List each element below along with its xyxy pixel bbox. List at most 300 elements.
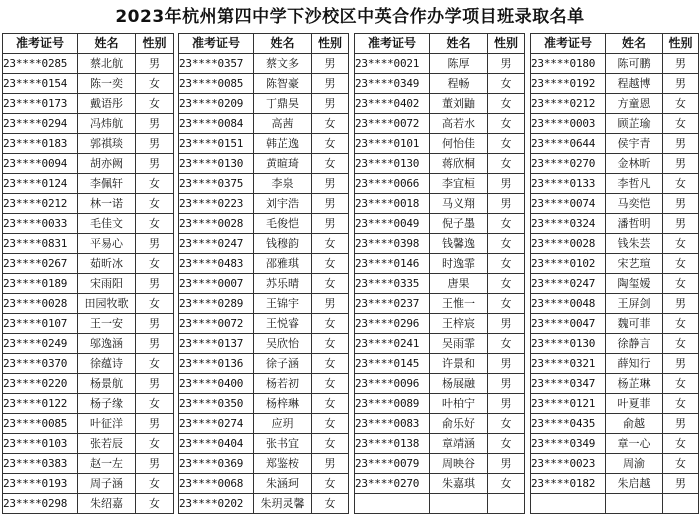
exam-number: 23****0182 [531, 474, 606, 494]
student-name: 叶柏宁 [430, 394, 488, 414]
exam-number: 23****0130 [355, 154, 430, 174]
table-row [355, 394, 525, 414]
student-name: 邬逸涵 [78, 334, 136, 354]
student-name: 戴语彤 [78, 94, 136, 114]
exam-number: 23****0370 [3, 354, 78, 374]
student-name: 马义翔 [430, 194, 488, 214]
exam-number: 23****0193 [3, 474, 78, 494]
student-name: 胡亦阙 [78, 154, 136, 174]
student-name: 钱朱芸 [606, 234, 663, 254]
id-header: 准考证号 [3, 34, 78, 54]
student-name: 朱绍嘉 [78, 494, 136, 514]
student-name: 章靖涵 [430, 434, 488, 454]
exam-number: 23****0074 [531, 194, 606, 214]
exam-number: 23****0089 [355, 394, 430, 414]
student-sex: 男 [136, 234, 174, 254]
table-row [3, 374, 174, 394]
table-row [3, 414, 174, 434]
student-sex: 女 [312, 314, 349, 334]
student-sex: 女 [312, 414, 349, 434]
table-row [355, 314, 525, 334]
student-sex: 女 [136, 294, 174, 314]
student-sex: 女 [488, 274, 525, 294]
table-row [179, 94, 349, 114]
student-name: 王一安 [78, 314, 136, 334]
exam-number: 23****0084 [179, 114, 254, 134]
table-row [179, 354, 349, 374]
exam-number: 23****0021 [355, 54, 430, 74]
student-name: 李佩轩 [78, 174, 136, 194]
student-name: 章一心 [606, 434, 663, 454]
exam-number: 23****0145 [355, 354, 430, 374]
exam-number: 23****0831 [3, 234, 78, 254]
list-block-4 [530, 33, 699, 514]
id-header: 准考证号 [355, 34, 430, 54]
student-sex: 女 [312, 394, 349, 414]
table-row [3, 114, 174, 134]
student-sex: 男 [488, 374, 525, 394]
table-row [3, 294, 174, 314]
table-row [355, 414, 525, 434]
exam-number: 23****0220 [3, 374, 78, 394]
list-block-2 [178, 33, 349, 514]
student-sex: 女 [312, 354, 349, 374]
student-sex: 女 [136, 214, 174, 234]
empty-row [355, 494, 525, 514]
student-name: 王梓宸 [430, 314, 488, 334]
exam-number: 23****0003 [531, 114, 606, 134]
exam-number: 23****0223 [179, 194, 254, 214]
sex-header: 性别 [136, 34, 174, 54]
exam-number: 23****0023 [531, 454, 606, 474]
table-row [179, 334, 349, 354]
student-sex: 女 [312, 494, 349, 514]
student-name: 朱玥灵馨 [254, 494, 312, 514]
table-row [179, 494, 349, 514]
student-name: 黄暄琦 [254, 154, 312, 174]
student-sex: 女 [663, 274, 699, 294]
student-sex: 女 [488, 234, 525, 254]
name-header: 姓名 [430, 34, 488, 54]
exam-number: 23****0121 [531, 394, 606, 414]
table-row [3, 154, 174, 174]
student-name: 毛佳文 [78, 214, 136, 234]
table-row [179, 114, 349, 134]
exam-number: 23****0294 [3, 114, 78, 134]
student-name: 杨若初 [254, 374, 312, 394]
table-row [355, 474, 525, 494]
student-name: 平易心 [78, 234, 136, 254]
exam-number: 23****0133 [531, 174, 606, 194]
student-name: 吴雨霏 [430, 334, 488, 354]
exam-number: 23****0247 [531, 274, 606, 294]
table-row [531, 174, 699, 194]
student-sex: 女 [312, 234, 349, 254]
exam-number: 23****0321 [531, 354, 606, 374]
student-sex: 男 [663, 74, 699, 94]
student-name: 魏可菲 [606, 314, 663, 334]
page-title: 2023年杭州第四中学下沙校区中英合作办学项目班录取名单 [115, 7, 585, 27]
student-sex: 男 [488, 54, 525, 74]
exam-number: 23****0154 [3, 74, 78, 94]
student-name: 许景和 [430, 354, 488, 374]
exam-number: 23****0137 [179, 334, 254, 354]
student-name: 徐子涵 [254, 354, 312, 374]
sex-header: 性别 [488, 34, 525, 54]
exam-number: 23****0094 [3, 154, 78, 174]
student-name: 邵雅琪 [254, 254, 312, 274]
exam-number: 23****0247 [179, 234, 254, 254]
student-sex: 男 [488, 354, 525, 374]
student-sex: 男 [136, 374, 174, 394]
exam-number: 23****0189 [3, 274, 78, 294]
table-row [355, 254, 525, 274]
table-row [355, 294, 525, 314]
student-name: 吴欣怡 [254, 334, 312, 354]
exam-number: 23****0383 [3, 454, 78, 474]
exam-number: 23****0101 [355, 134, 430, 154]
exam-number: 23****0096 [355, 374, 430, 394]
table-row [179, 134, 349, 154]
table-row [3, 74, 174, 94]
exam-number: 23****0068 [179, 474, 254, 494]
student-sex: 男 [663, 474, 699, 494]
table-row [355, 194, 525, 214]
student-sex: 女 [488, 114, 525, 134]
exam-number: 23****0209 [179, 94, 254, 114]
student-sex: 女 [136, 194, 174, 214]
table-row [531, 294, 699, 314]
exam-number: 23****0249 [3, 334, 78, 354]
student-sex: 男 [312, 294, 349, 314]
exam-number: 23****0350 [179, 394, 254, 414]
student-sex: 男 [136, 154, 174, 174]
student-name: 赵一左 [78, 454, 136, 474]
student-sex: 男 [136, 334, 174, 354]
student-name: 何怡佳 [430, 134, 488, 154]
table-row [3, 494, 174, 514]
exam-number: 23****0102 [531, 254, 606, 274]
exam-number: 23****0018 [355, 194, 430, 214]
student-name: 郭祺琰 [78, 134, 136, 154]
student-sex: 男 [136, 54, 174, 74]
student-name: 杨子缘 [78, 394, 136, 414]
table-row [531, 274, 699, 294]
table-row [531, 214, 699, 234]
exam-number: 23****0085 [3, 414, 78, 434]
student-name: 金林昕 [606, 154, 663, 174]
table-row [355, 374, 525, 394]
student-name: 周子涵 [78, 474, 136, 494]
student-name: 王锦宇 [254, 294, 312, 314]
exam-number: 23****0270 [355, 474, 430, 494]
table-row [3, 134, 174, 154]
table-row [179, 474, 349, 494]
student-sex: 女 [312, 134, 349, 154]
table-row [179, 154, 349, 174]
student-name: 李宜桓 [430, 174, 488, 194]
student-sex: 男 [663, 154, 699, 174]
table-row [3, 234, 174, 254]
student-sex: 女 [136, 394, 174, 414]
student-sex: 男 [663, 354, 699, 374]
student-sex: 女 [488, 134, 525, 154]
table-row [531, 154, 699, 174]
header-row [179, 34, 349, 54]
table-row [531, 394, 699, 414]
sex-header: 性别 [312, 34, 349, 54]
table-row [531, 94, 699, 114]
student-sex: 男 [136, 114, 174, 134]
table-row [355, 114, 525, 134]
empty-cell [606, 494, 663, 514]
exam-number: 23****0028 [531, 234, 606, 254]
student-name: 杨景航 [78, 374, 136, 394]
exam-number: 23****0289 [179, 294, 254, 314]
table-row [3, 214, 174, 234]
exam-number: 23****0083 [355, 414, 430, 434]
student-name: 马奕恺 [606, 194, 663, 214]
student-name: 倪子墨 [430, 214, 488, 234]
student-sex: 男 [488, 314, 525, 334]
list-block-3 [354, 33, 525, 514]
student-name: 时逸霏 [430, 254, 488, 274]
student-sex: 女 [663, 314, 699, 334]
exam-number: 23****0183 [3, 134, 78, 154]
table-row [3, 474, 174, 494]
table-row [179, 394, 349, 414]
student-sex: 男 [663, 134, 699, 154]
exam-number: 23****0404 [179, 434, 254, 454]
sex-header: 性别 [663, 34, 699, 54]
student-sex: 女 [136, 94, 174, 114]
table-row [3, 434, 174, 454]
student-name: 顾芷瑜 [606, 114, 663, 134]
student-sex: 女 [488, 434, 525, 454]
student-sex: 女 [312, 434, 349, 454]
table-row [179, 294, 349, 314]
student-sex: 女 [312, 474, 349, 494]
table-row [355, 274, 525, 294]
student-name: 王悦睿 [254, 314, 312, 334]
student-name: 叶夏菲 [606, 394, 663, 414]
student-name: 李哲凡 [606, 174, 663, 194]
student-sex: 男 [488, 394, 525, 414]
table-row [179, 374, 349, 394]
student-sex: 女 [663, 374, 699, 394]
student-sex: 男 [488, 194, 525, 214]
table-row [531, 474, 699, 494]
exam-number: 23****0103 [3, 434, 78, 454]
student-sex: 女 [136, 254, 174, 274]
student-sex: 男 [312, 54, 349, 74]
student-sex: 女 [312, 154, 349, 174]
table-row [3, 254, 174, 274]
exam-number: 23****0347 [531, 374, 606, 394]
table-row [355, 74, 525, 94]
student-name: 郑鉴桉 [254, 454, 312, 474]
student-name: 毛俊恺 [254, 214, 312, 234]
empty-row [531, 494, 699, 514]
exam-number: 23****0192 [531, 74, 606, 94]
student-name: 方童恩 [606, 94, 663, 114]
student-sex: 女 [136, 354, 174, 374]
student-sex: 男 [312, 74, 349, 94]
student-sex: 女 [663, 94, 699, 114]
table-row [531, 374, 699, 394]
student-name: 应玥 [254, 414, 312, 434]
table-row [531, 114, 699, 134]
exam-number: 23****0085 [179, 74, 254, 94]
table-row [355, 174, 525, 194]
student-sex: 女 [488, 154, 525, 174]
table-row [3, 454, 174, 474]
table-row [531, 254, 699, 274]
exam-number: 23****0130 [179, 154, 254, 174]
student-sex: 男 [136, 134, 174, 154]
exam-number: 23****0146 [355, 254, 430, 274]
exam-number: 23****0072 [355, 114, 430, 134]
exam-number: 23****0173 [3, 94, 78, 114]
student-name: 陈智豪 [254, 74, 312, 94]
student-sex: 男 [488, 454, 525, 474]
exam-number: 23****0033 [3, 214, 78, 234]
student-sex: 女 [136, 494, 174, 514]
exam-number: 23****0241 [355, 334, 430, 354]
student-name: 宋雨阳 [78, 274, 136, 294]
table-row [179, 194, 349, 214]
table-row [355, 234, 525, 254]
table-row [179, 214, 349, 234]
student-name: 钱穆韵 [254, 234, 312, 254]
table-row [531, 74, 699, 94]
exam-number: 23****0072 [179, 314, 254, 334]
student-sex: 女 [488, 334, 525, 354]
exam-number: 23****0107 [3, 314, 78, 334]
table-row [531, 194, 699, 214]
exam-number: 23****0324 [531, 214, 606, 234]
exam-number: 23****0202 [179, 494, 254, 514]
exam-number: 23****0296 [355, 314, 430, 334]
exam-number: 23****0375 [179, 174, 254, 194]
student-name: 张若辰 [78, 434, 136, 454]
table-row [3, 394, 174, 414]
student-sex: 女 [136, 434, 174, 454]
table-row [179, 454, 349, 474]
student-name: 陈一奕 [78, 74, 136, 94]
table-row [531, 234, 699, 254]
exam-number: 23****0028 [3, 294, 78, 314]
student-name: 朱嘉琪 [430, 474, 488, 494]
student-name: 宋艺瑄 [606, 254, 663, 274]
header-row [531, 34, 699, 54]
table-row [531, 54, 699, 74]
empty-cell [430, 494, 488, 514]
table-row [355, 214, 525, 234]
table-row [179, 74, 349, 94]
student-sex: 男 [663, 194, 699, 214]
student-name: 朱启越 [606, 474, 663, 494]
table-row [531, 454, 699, 474]
table-row [179, 234, 349, 254]
table-row [3, 314, 174, 334]
student-sex: 男 [136, 314, 174, 334]
table-row [3, 94, 174, 114]
id-header: 准考证号 [179, 34, 254, 54]
student-name: 钱馨逸 [430, 234, 488, 254]
student-name: 程越博 [606, 74, 663, 94]
exam-number: 23****0007 [179, 274, 254, 294]
student-name: 徐蕴诗 [78, 354, 136, 374]
exam-number: 23****0349 [531, 434, 606, 454]
exam-number: 23****0151 [179, 134, 254, 154]
student-name: 王屏剑 [606, 294, 663, 314]
exam-number: 23****0335 [355, 274, 430, 294]
student-sex: 男 [663, 294, 699, 314]
student-name: 田园牧歌 [78, 294, 136, 314]
name-header: 姓名 [254, 34, 312, 54]
student-name: 高若水 [430, 114, 488, 134]
student-name: 陶玺嫒 [606, 274, 663, 294]
student-sex: 女 [663, 114, 699, 134]
student-sex: 男 [663, 54, 699, 74]
name-header: 姓名 [606, 34, 663, 54]
exam-number: 23****0138 [355, 434, 430, 454]
student-sex: 女 [312, 334, 349, 354]
table-row [531, 314, 699, 334]
student-sex: 女 [663, 394, 699, 414]
table-row [3, 354, 174, 374]
empty-cell [663, 494, 699, 514]
exam-number: 23****0212 [531, 94, 606, 114]
student-sex: 女 [136, 474, 174, 494]
table-row [355, 134, 525, 154]
table-row [531, 134, 699, 154]
student-name: 俞乐好 [430, 414, 488, 434]
student-name: 杨展融 [430, 374, 488, 394]
student-sex: 男 [312, 454, 349, 474]
student-sex: 女 [663, 334, 699, 354]
table-row [531, 354, 699, 374]
student-sex: 男 [663, 214, 699, 234]
student-name: 薛知行 [606, 354, 663, 374]
table-row [179, 274, 349, 294]
exam-number: 23****0066 [355, 174, 430, 194]
exam-number: 23****0267 [3, 254, 78, 274]
exam-number: 23****0285 [3, 54, 78, 74]
student-sex: 男 [312, 214, 349, 234]
student-name: 茹昕冰 [78, 254, 136, 274]
student-name: 朱涵珂 [254, 474, 312, 494]
exam-number: 23****0136 [179, 354, 254, 374]
student-sex: 女 [488, 94, 525, 114]
student-sex: 男 [136, 274, 174, 294]
exam-number: 23****0400 [179, 374, 254, 394]
student-sex: 女 [663, 254, 699, 274]
list-block-1 [2, 33, 174, 514]
student-sex: 女 [663, 174, 699, 194]
exam-number: 23****0349 [355, 74, 430, 94]
student-sex: 女 [488, 254, 525, 274]
header-row [355, 34, 525, 54]
table-row [179, 54, 349, 74]
student-sex: 女 [312, 114, 349, 134]
student-sex: 女 [488, 74, 525, 94]
student-name: 徐静言 [606, 334, 663, 354]
student-sex: 男 [312, 94, 349, 114]
student-name: 陈可鹏 [606, 54, 663, 74]
name-header: 姓名 [78, 34, 136, 54]
